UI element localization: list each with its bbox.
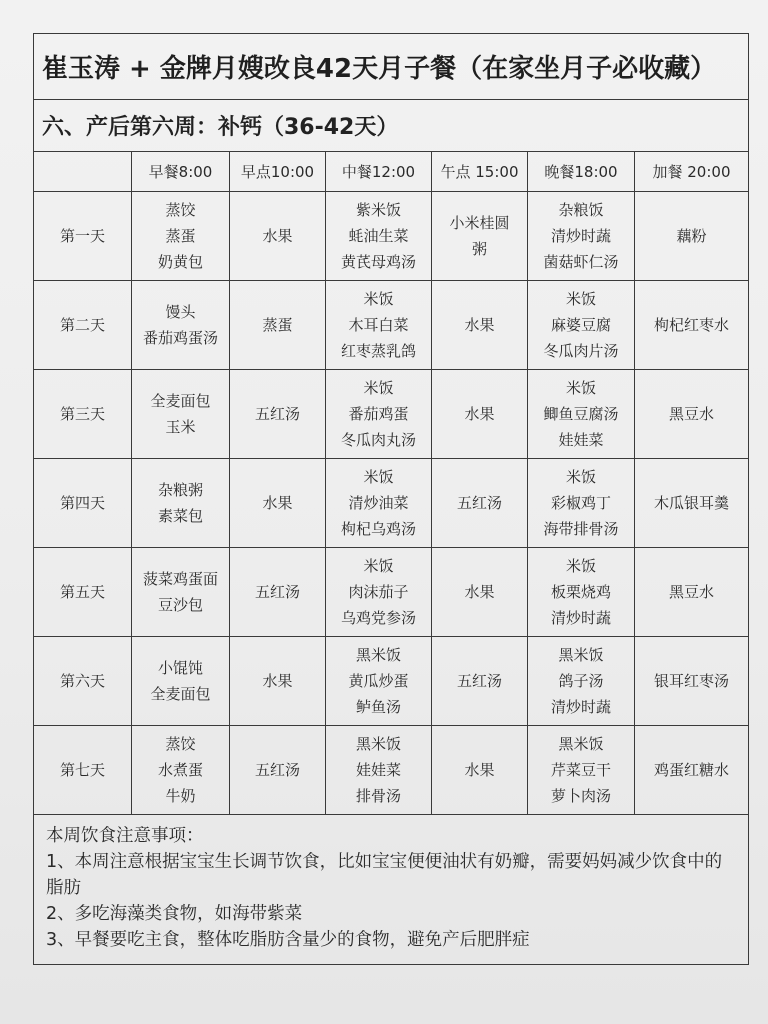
menu-item: 肉沫茄子 bbox=[348, 583, 409, 601]
menu-item: 蒸蛋 bbox=[165, 227, 196, 245]
note-item: 2、多吃海藻类食物，如海带紫菜 bbox=[46, 904, 303, 924]
notes-section bbox=[34, 815, 748, 964]
menu-item: 水果 bbox=[464, 761, 495, 779]
menu-item: 黑米饭 bbox=[355, 735, 401, 753]
menu-item: 鲈鱼汤 bbox=[355, 698, 401, 716]
breakfast-cell bbox=[132, 548, 230, 636]
menu-item: 鲫鱼豆腐汤 bbox=[543, 405, 619, 423]
menu-item: 黑米饭 bbox=[558, 646, 604, 664]
dinner-cell bbox=[528, 281, 635, 369]
menu-item: 清炒时蔬 bbox=[550, 609, 611, 627]
menu-item: 豆沙包 bbox=[157, 596, 203, 614]
table-row bbox=[34, 459, 748, 548]
morning-snack-cell bbox=[230, 548, 326, 636]
breakfast-cell bbox=[132, 459, 230, 547]
menu-item: 番茄鸡蛋汤 bbox=[142, 329, 218, 347]
lunch-cell bbox=[326, 459, 432, 547]
menu-item: 彩椒鸡丁 bbox=[550, 494, 611, 512]
morning-snack-cell bbox=[230, 459, 326, 547]
table-row bbox=[34, 370, 748, 459]
menu-item: 清炒时蔬 bbox=[550, 698, 611, 716]
menu-item: 蚝油生菜 bbox=[348, 227, 409, 245]
lunch-cell bbox=[326, 192, 432, 280]
morning-snack-cell bbox=[230, 637, 326, 725]
morning-snack-cell bbox=[230, 281, 326, 369]
menu-item: 小米桂圆 bbox=[449, 214, 510, 232]
column-header-label: 早点10:00 bbox=[240, 162, 315, 181]
menu-item: 芹菜豆干 bbox=[550, 761, 611, 779]
menu-item: 黄瓜炒蛋 bbox=[348, 672, 409, 690]
afternoon-snack-cell bbox=[432, 281, 528, 369]
menu-item: 杂粮粥 bbox=[157, 481, 203, 499]
menu-item: 红枣蒸乳鸽 bbox=[340, 342, 416, 360]
header-corner-cell bbox=[34, 152, 132, 191]
column-header-label: 中餐12:00 bbox=[341, 162, 416, 181]
menu-item: 全麦面包 bbox=[150, 685, 211, 703]
menu-item: 米饭 bbox=[565, 468, 596, 486]
menu-item: 鸡蛋红糖水 bbox=[653, 761, 729, 779]
menu-item: 黑豆水 bbox=[668, 583, 714, 601]
menu-item: 菠菜鸡蛋面 bbox=[142, 570, 218, 588]
afternoon-snack-cell bbox=[432, 370, 528, 458]
menu-item: 牛奶 bbox=[165, 787, 196, 805]
menu-item: 菌菇虾仁汤 bbox=[543, 253, 619, 271]
menu-item: 蒸饺 bbox=[165, 201, 196, 219]
day-label: 第五天 bbox=[59, 583, 105, 601]
menu-item: 冬瓜肉丸汤 bbox=[340, 431, 416, 449]
menu-item: 木耳白菜 bbox=[348, 316, 409, 334]
section-title: 六、产后第六周：补钙（36-42天） bbox=[42, 115, 399, 140]
breakfast-cell bbox=[132, 637, 230, 725]
notes-heading: 本周饮食注意事项： bbox=[46, 826, 204, 846]
menu-item: 粥 bbox=[471, 240, 487, 258]
afternoon-snack-cell bbox=[432, 459, 528, 547]
table-row bbox=[34, 192, 748, 281]
menu-item: 水果 bbox=[464, 405, 495, 423]
menu-item: 五红汤 bbox=[254, 405, 300, 423]
day-label: 第一天 bbox=[59, 227, 105, 245]
menu-item: 海带排骨汤 bbox=[543, 520, 619, 538]
table-row bbox=[34, 281, 748, 370]
table-row bbox=[34, 548, 748, 637]
lunch-cell bbox=[326, 281, 432, 369]
menu-item: 全麦面包 bbox=[150, 392, 211, 410]
day-label: 第七天 bbox=[59, 761, 105, 779]
afternoon-snack-cell bbox=[432, 726, 528, 814]
dinner-cell bbox=[528, 548, 635, 636]
column-header-label: 午点 15:00 bbox=[440, 162, 519, 181]
menu-item: 蒸蛋 bbox=[262, 316, 293, 334]
day-label: 第二天 bbox=[59, 316, 105, 334]
breakfast-cell bbox=[132, 192, 230, 280]
meal-plan-table bbox=[33, 33, 749, 965]
menu-item: 萝卜肉汤 bbox=[550, 787, 611, 805]
menu-item: 水果 bbox=[464, 583, 495, 601]
afternoon-snack-cell bbox=[432, 192, 528, 280]
menu-item: 米饭 bbox=[565, 379, 596, 397]
evening-snack-cell bbox=[635, 548, 748, 636]
section-title-row bbox=[34, 100, 748, 152]
menu-item: 五红汤 bbox=[456, 672, 502, 690]
morning-snack-cell bbox=[230, 192, 326, 280]
menu-item: 木瓜银耳羹 bbox=[653, 494, 729, 512]
dinner-cell bbox=[528, 370, 635, 458]
lunch-cell bbox=[326, 726, 432, 814]
dinner-cell bbox=[528, 726, 635, 814]
table-row bbox=[34, 726, 748, 815]
menu-item: 娃娃菜 bbox=[355, 761, 401, 779]
column-header-lunch bbox=[326, 152, 432, 191]
menu-item: 紫米饭 bbox=[355, 201, 401, 219]
afternoon-snack-cell bbox=[432, 637, 528, 725]
menu-item: 米饭 bbox=[363, 557, 394, 575]
menu-item: 板栗烧鸡 bbox=[550, 583, 611, 601]
menu-item: 米饭 bbox=[363, 468, 394, 486]
menu-item: 五红汤 bbox=[254, 583, 300, 601]
lunch-cell bbox=[326, 548, 432, 636]
page-title: 崔玉涛 + 金牌月嫂改良42天月子餐（在家坐月子必收藏） bbox=[42, 54, 717, 84]
menu-item: 麻婆豆腐 bbox=[550, 316, 611, 334]
column-header-evening-snack bbox=[635, 152, 748, 191]
table-row bbox=[34, 637, 748, 726]
lunch-cell bbox=[326, 637, 432, 725]
day-cell bbox=[34, 459, 132, 547]
day-label: 第三天 bbox=[59, 405, 105, 423]
menu-item: 小馄饨 bbox=[157, 659, 203, 677]
menu-item: 黄芪母鸡汤 bbox=[340, 253, 416, 271]
menu-item: 黑豆水 bbox=[668, 405, 714, 423]
day-cell bbox=[34, 548, 132, 636]
evening-snack-cell bbox=[635, 726, 748, 814]
column-header-dinner bbox=[528, 152, 635, 191]
column-header-afternoon-snack bbox=[432, 152, 528, 191]
menu-item: 枸杞红枣水 bbox=[653, 316, 729, 334]
menu-item: 番茄鸡蛋 bbox=[348, 405, 409, 423]
dinner-cell bbox=[528, 459, 635, 547]
breakfast-cell bbox=[132, 281, 230, 369]
menu-item: 鸽子汤 bbox=[558, 672, 604, 690]
menu-item: 冬瓜肉片汤 bbox=[543, 342, 619, 360]
menu-item: 银耳红枣汤 bbox=[653, 672, 729, 690]
column-header-label: 加餐 20:00 bbox=[652, 162, 731, 181]
page-title-row bbox=[34, 34, 748, 100]
day-cell bbox=[34, 192, 132, 280]
day-label: 第六天 bbox=[59, 672, 105, 690]
note-item: 3、早餐要吃主食，整体吃脂肪含量少的食物，避免产后肥胖症 bbox=[46, 930, 530, 950]
menu-item: 玉米 bbox=[165, 418, 196, 436]
menu-item: 杂粮饭 bbox=[558, 201, 604, 219]
lunch-cell bbox=[326, 370, 432, 458]
evening-snack-cell bbox=[635, 370, 748, 458]
menu-item: 枸杞乌鸡汤 bbox=[340, 520, 416, 538]
menu-item: 蒸饺 bbox=[165, 735, 196, 753]
menu-item: 奶黄包 bbox=[157, 253, 203, 271]
menu-item: 米饭 bbox=[363, 290, 394, 308]
column-header-label: 晚餐18:00 bbox=[544, 162, 618, 181]
day-cell bbox=[34, 726, 132, 814]
morning-snack-cell bbox=[230, 370, 326, 458]
column-header-morning-snack bbox=[230, 152, 326, 191]
menu-item: 五红汤 bbox=[456, 494, 502, 512]
evening-snack-cell bbox=[635, 459, 748, 547]
menu-item: 排骨汤 bbox=[355, 787, 401, 805]
dinner-cell bbox=[528, 637, 635, 725]
afternoon-snack-cell bbox=[432, 548, 528, 636]
menu-item: 馒头 bbox=[165, 303, 196, 321]
menu-item: 米饭 bbox=[363, 379, 394, 397]
note-item: 1、本周注意根据宝宝生长调节饮食，比如宝宝便便油状有奶瓣，需要妈妈减少饮食中的脂肪 bbox=[46, 852, 723, 898]
column-header-breakfast bbox=[132, 152, 230, 191]
morning-snack-cell bbox=[230, 726, 326, 814]
menu-item: 水果 bbox=[464, 316, 495, 334]
breakfast-cell bbox=[132, 370, 230, 458]
menu-item: 水果 bbox=[262, 672, 293, 690]
table-header-row bbox=[34, 152, 748, 192]
day-cell bbox=[34, 370, 132, 458]
menu-item: 水果 bbox=[262, 227, 293, 245]
menu-item: 水煮蛋 bbox=[157, 761, 203, 779]
menu-item: 五红汤 bbox=[254, 761, 300, 779]
breakfast-cell bbox=[132, 726, 230, 814]
evening-snack-cell bbox=[635, 281, 748, 369]
day-cell bbox=[34, 281, 132, 369]
evening-snack-cell bbox=[635, 192, 748, 280]
menu-item: 黑米饭 bbox=[355, 646, 401, 664]
menu-item: 藕粉 bbox=[676, 227, 707, 245]
menu-item: 米饭 bbox=[565, 290, 596, 308]
dinner-cell bbox=[528, 192, 635, 280]
menu-item: 素菜包 bbox=[157, 507, 203, 525]
menu-item: 清炒时蔬 bbox=[550, 227, 611, 245]
column-header-label: 早餐8:00 bbox=[148, 162, 213, 181]
menu-item: 乌鸡党参汤 bbox=[340, 609, 416, 627]
evening-snack-cell bbox=[635, 637, 748, 725]
menu-item: 黑米饭 bbox=[558, 735, 604, 753]
menu-item: 米饭 bbox=[565, 557, 596, 575]
day-cell bbox=[34, 637, 132, 725]
menu-item: 水果 bbox=[262, 494, 293, 512]
menu-item: 清炒油菜 bbox=[348, 494, 409, 512]
day-label: 第四天 bbox=[59, 494, 105, 512]
menu-item: 娃娃菜 bbox=[558, 431, 604, 449]
